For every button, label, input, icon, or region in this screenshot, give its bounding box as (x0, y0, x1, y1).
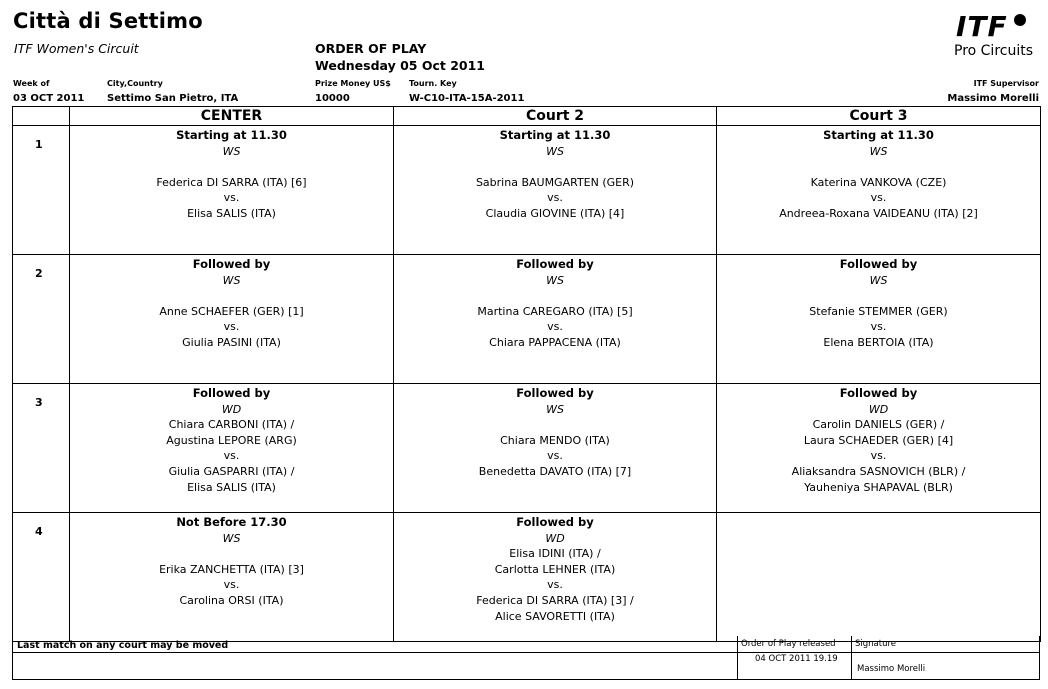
player-name: Carolina ORSI (ITA) (179, 593, 284, 607)
city-value: Settimo San Pietro, ITA (107, 93, 239, 104)
match-order-number: 2 (13, 255, 70, 384)
player-name: Giulia GASPARRI (ITA) / (168, 464, 295, 478)
match-row (13, 513, 1041, 642)
match-cell (70, 384, 394, 513)
player-name: Elisa SALIS (ITA) (187, 480, 276, 494)
player-name: Aliaksandra SASNOVICH (BLR) / (791, 464, 966, 478)
player-name: Elena BERTOIA (ITA) (823, 335, 934, 349)
tourn-key-label: Tourn. Key (409, 79, 457, 88)
match-cell (70, 126, 394, 255)
prize-value: 10000 (315, 93, 350, 104)
versus-label: vs. (223, 320, 240, 334)
match-cell (717, 255, 1041, 384)
circuit-subtitle: ITF Women's Circuit (14, 41, 139, 56)
player-name: Chiara MENDO (ITA) (500, 433, 610, 447)
match-schedule-label: Followed by (516, 515, 594, 529)
match-row (13, 384, 1041, 513)
player-name: Giulia PASINI (ITA) (182, 335, 281, 349)
versus-label: vs. (547, 320, 563, 334)
match-schedule-label: Followed by (192, 386, 271, 400)
player-name: Carlotta LEHNER (ITA) (494, 562, 616, 576)
versus-label: vs. (870, 320, 887, 334)
versus-label: vs. (223, 578, 240, 592)
match-cell (394, 255, 717, 384)
versus-label: vs. (547, 578, 563, 592)
match-schedule-label: Starting at 11.30 (823, 128, 934, 142)
city-label: City,Country (107, 79, 163, 88)
match-order-number: 3 (13, 384, 70, 513)
match-cell (70, 255, 394, 384)
prize-label: Prize Money US$ (315, 79, 391, 88)
tourn-key-value: W-C10-ITA-15A-2011 (409, 93, 525, 104)
match-cell (717, 513, 1041, 642)
player-name: Alice SAVORETTI (ITA) (495, 609, 615, 623)
supervisor-label: ITF Supervisor (973, 79, 1039, 88)
supervisor-value: Massimo Morelli (947, 93, 1039, 104)
tournament-title: Città di Settimo (13, 9, 203, 33)
footer-divider (13, 652, 1039, 653)
player-name: Anne SCHAEFER (GER) [1] (159, 304, 304, 318)
player-name: Laura SCHAEDER (GER) [4] (803, 433, 954, 447)
match-cell (70, 513, 394, 642)
match-order-number: 4 (13, 513, 70, 642)
match-cell (394, 126, 717, 255)
player-name: Carolin DANIELS (GER) / (812, 418, 945, 432)
court-header: Court 2 (394, 107, 717, 126)
footer-divider-vertical (737, 636, 738, 679)
match-cell (394, 513, 717, 642)
itf-logo (950, 10, 1040, 62)
event-code: WD (545, 531, 565, 545)
spacer (70, 159, 393, 175)
logo-pro-circuits-text: Pro Circuits (954, 43, 1034, 59)
tennis-ball-icon (1014, 14, 1026, 26)
match-schedule-label: Starting at 11.30 (176, 128, 287, 142)
player-name: Katerina VANKOVA (CZE) (810, 175, 947, 189)
footer-divider-vertical (851, 636, 852, 679)
player-name: Benedetta DAVATO (ITA) [7] (478, 464, 632, 478)
spacer (394, 417, 716, 433)
order-of-play-heading (315, 40, 485, 74)
spacer (717, 159, 1040, 175)
match-schedule-label: Followed by (516, 386, 594, 400)
order-of-play-table (12, 106, 1041, 642)
match-schedule-label: Followed by (192, 257, 271, 271)
versus-label: vs. (870, 449, 887, 463)
match-row (13, 255, 1041, 384)
released-value: 04 OCT 2011 19.19 (755, 654, 838, 664)
event-code: WS (546, 273, 564, 287)
spacer (70, 546, 393, 562)
event-code: WS (869, 144, 888, 158)
player-name: Claudia GIOVINE (ITA) [4] (485, 206, 625, 220)
match-schedule-label: Followed by (839, 257, 918, 271)
court-header-row (13, 107, 1041, 126)
match-cell (717, 126, 1041, 255)
signature-value: Massimo Morelli (857, 664, 926, 674)
player-name: Martina CAREGARO (ITA) [5] (477, 304, 633, 318)
player-name: Chiara CARBONI (ITA) / (168, 418, 295, 432)
versus-label: vs. (547, 191, 563, 205)
match-schedule-label: Starting at 11.30 (499, 128, 611, 142)
versus-label: vs. (547, 449, 563, 463)
week-value: 03 OCT 2011 (13, 93, 85, 104)
versus-label: vs. (223, 449, 240, 463)
player-name: Stefanie STEMMER (GER) (809, 304, 948, 318)
event-code: WS (546, 402, 564, 416)
spacer (70, 288, 393, 304)
week-label: Week of (13, 79, 50, 88)
player-name: Elisa IDINI (ITA) / (509, 547, 601, 561)
match-schedule-label: Not Before 17.30 (176, 515, 287, 529)
match-order-number: 1 (13, 126, 70, 255)
court-header: Court 3 (717, 107, 1041, 126)
footer-box (12, 636, 1040, 680)
player-name: Yauheniya SHAPAVAL (BLR) (804, 480, 953, 494)
signature-label: Signature (855, 639, 897, 649)
match-schedule-label: Followed by (839, 386, 918, 400)
spacer (394, 288, 716, 304)
player-name: Sabrina BAUMGARTEN (GER) (475, 175, 635, 189)
player-name: Erika ZANCHETTA (ITA) [3] (159, 562, 304, 576)
player-name: Andreea-Roxana VAIDEANU (ITA) [2] (779, 206, 978, 220)
logo-itf-text: ITF (956, 10, 1008, 43)
event-code: WS (546, 144, 564, 158)
court-header: CENTER (70, 107, 394, 126)
player-name: Federica DI SARRA (ITA) [3] / (476, 593, 634, 607)
event-code: WS (222, 144, 241, 158)
corner-cell (13, 107, 70, 126)
player-name: Elisa SALIS (ITA) (187, 206, 276, 220)
play-date: Wednesday 05 Oct 2011 (315, 58, 485, 73)
match-cell (717, 384, 1041, 513)
match-cell (394, 384, 717, 513)
versus-label: vs. (223, 191, 240, 205)
player-name: Federica DI SARRA (ITA) [6] (156, 175, 307, 189)
spacer (394, 159, 716, 175)
event-code: WS (222, 273, 241, 287)
event-code: WS (869, 273, 888, 287)
player-name: Agustina LEPORE (ARG) (166, 433, 297, 447)
versus-label: vs. (870, 191, 887, 205)
order-of-play-label: ORDER OF PLAY (315, 41, 427, 56)
spacer (717, 288, 1040, 304)
event-code: WD (868, 402, 889, 416)
match-row (13, 126, 1041, 255)
released-label: Order of Play released (741, 639, 836, 649)
footer-note: Last match on any court may be moved (17, 640, 229, 651)
match-schedule-label: Followed by (516, 257, 594, 271)
event-code: WS (222, 531, 241, 545)
player-name: Chiara PAPPACENA (ITA) (489, 335, 621, 349)
event-code: WD (221, 402, 242, 416)
